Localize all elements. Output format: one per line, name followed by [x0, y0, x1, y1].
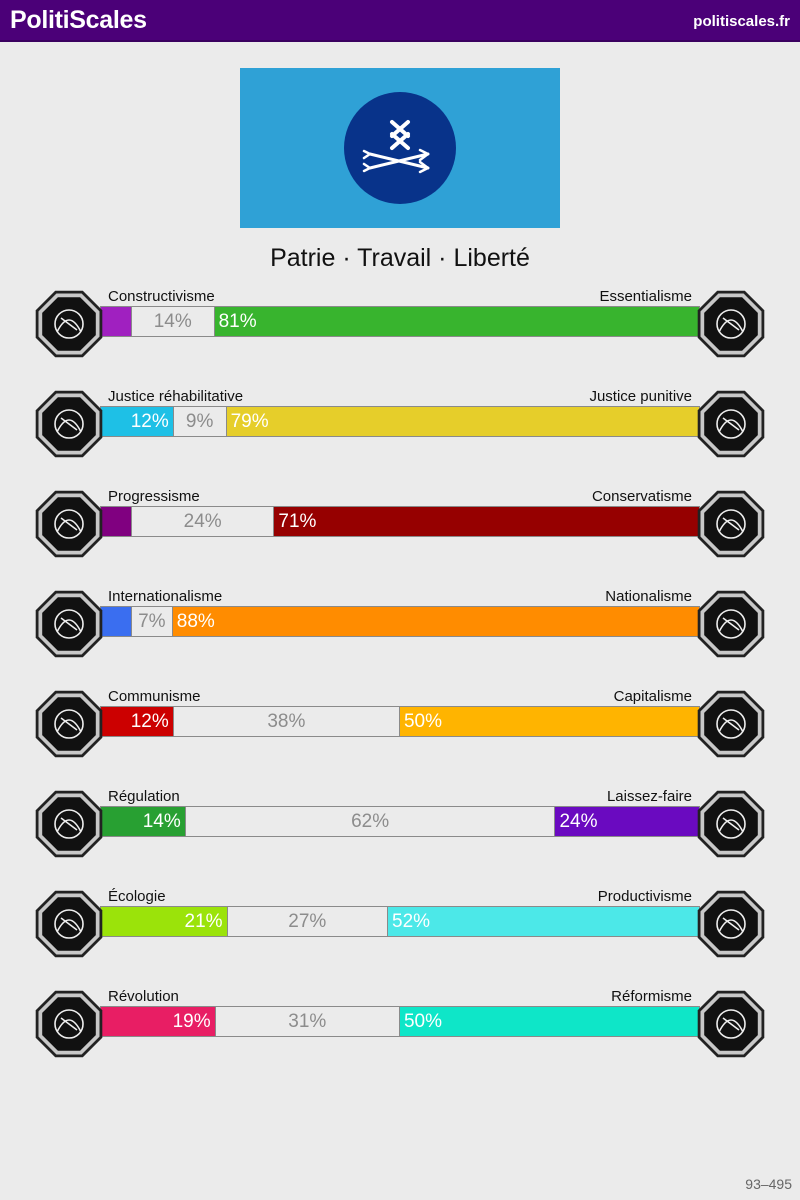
- brand-title[interactable]: PolitiScales: [10, 6, 147, 34]
- axis-bar: [100, 306, 700, 337]
- sprout-sun-icon: [33, 888, 105, 960]
- eye-web-icon: [33, 288, 105, 360]
- handshake-icon: [33, 388, 105, 460]
- eye-web-icon: [33, 288, 105, 360]
- axis-left-label: Constructivisme: [108, 288, 215, 305]
- axis-left-label: Internationalisme: [108, 588, 223, 605]
- axis-left-label: Écologie: [108, 888, 166, 905]
- quill-pen-icon: [695, 488, 767, 560]
- axis-row: [0, 988, 800, 1068]
- axis-left-segment: [101, 507, 131, 536]
- butterfly-icon: [695, 788, 767, 860]
- axis-right-label: Productivisme: [597, 888, 692, 905]
- axis-right-segment: 52%: [388, 907, 699, 936]
- rose-icon: [33, 988, 105, 1060]
- axis-right-label: Essentialisme: [599, 288, 692, 305]
- axis-left-label: Régulation: [108, 788, 180, 805]
- axis-row: [0, 788, 800, 868]
- axis-neutral-segment: 62%: [185, 807, 556, 836]
- axis-left-segment: 21%: [101, 907, 227, 936]
- axis-left-label: Justice réhabilitative: [108, 388, 244, 405]
- axis-row: [0, 688, 800, 768]
- prison-bars-icon: [695, 388, 767, 460]
- axis-row: [0, 388, 800, 468]
- flag-icon: [695, 588, 767, 660]
- site-link[interactable]: politiscales.fr: [693, 13, 790, 30]
- axis-right-label: Conservatisme: [591, 488, 692, 505]
- axis-bar: [100, 806, 700, 837]
- axis-left-segment: [101, 607, 131, 636]
- axis-left-segment: 19%: [101, 1007, 215, 1036]
- rocket-icon: [33, 488, 105, 560]
- axis-right-label: Nationalisme: [605, 588, 692, 605]
- money-bag-icon: [695, 688, 767, 760]
- parliament-icon: [695, 988, 767, 1060]
- axis-right-segment: 81%: [215, 307, 699, 336]
- version-label: 93–495: [745, 1176, 792, 1192]
- axis-right-label: Réformisme: [611, 988, 692, 1005]
- hammer-sickle-icon: [33, 688, 105, 760]
- axis-neutral-segment: 14%: [131, 307, 215, 336]
- money-bag-icon: [695, 688, 767, 760]
- gear-icon: [695, 888, 767, 960]
- axis-bar: [100, 506, 700, 537]
- gear-icon: [695, 888, 767, 960]
- globe-laurel-icon: [33, 588, 105, 660]
- axis-bar: [100, 606, 700, 637]
- header-bar: [0, 0, 800, 42]
- axis-left-label: Révolution: [108, 988, 179, 1005]
- butterfly-icon: [695, 788, 767, 860]
- axis-right-segment: 79%: [227, 407, 699, 436]
- axis-bar: [100, 1006, 700, 1037]
- axis-left-segment: 12%: [101, 407, 173, 436]
- axis-bar: [100, 406, 700, 437]
- axis-neutral-segment: 38%: [173, 707, 400, 736]
- ruler-shapes-icon: [33, 788, 105, 860]
- flag-icon: [695, 588, 767, 660]
- axis-row: [0, 488, 800, 568]
- rose-icon: [33, 988, 105, 1060]
- slogan: Patrie · Travail · Liberté: [270, 244, 530, 272]
- flower-icon: [695, 288, 767, 360]
- axis-left-label: Communisme: [108, 688, 201, 705]
- axis-right-segment: 24%: [555, 807, 699, 836]
- rocket-icon: [33, 488, 105, 560]
- axis-right-segment: 71%: [274, 507, 699, 536]
- axis-neutral-segment: 31%: [215, 1007, 400, 1036]
- flower-icon: [695, 288, 767, 360]
- axis-right-label: Justice punitive: [589, 388, 692, 405]
- prison-bars-icon: [695, 388, 767, 460]
- axis-row: [0, 888, 800, 968]
- hammer-sickle-icon: [33, 688, 105, 760]
- sprout-sun-icon: [33, 888, 105, 960]
- axis-right-segment: 50%: [400, 1007, 699, 1036]
- axis-right-segment: 88%: [173, 607, 699, 636]
- axis-neutral-segment: 9%: [173, 407, 227, 436]
- axis-left-segment: 14%: [101, 807, 185, 836]
- axis-row: [0, 588, 800, 668]
- axis-bar: [100, 906, 700, 937]
- axis-neutral-segment: 24%: [131, 507, 275, 536]
- axis-row: [0, 288, 800, 368]
- axis-left-segment: [101, 307, 131, 336]
- globe-laurel-icon: [33, 588, 105, 660]
- axis-bar: [100, 706, 700, 737]
- handshake-icon: [33, 388, 105, 460]
- axis-left-label: Progressisme: [108, 488, 200, 505]
- flag: [240, 68, 560, 228]
- parliament-icon: [695, 988, 767, 1060]
- axis-right-label: Capitalisme: [613, 688, 692, 705]
- axis-left-segment: 12%: [101, 707, 173, 736]
- axis-neutral-segment: 27%: [227, 907, 388, 936]
- quill-pen-icon: [695, 488, 767, 560]
- axis-neutral-segment: 7%: [131, 607, 173, 636]
- axis-right-segment: 50%: [400, 707, 699, 736]
- ruler-shapes-icon: [33, 788, 105, 860]
- axis-right-label: Laissez-faire: [606, 788, 692, 805]
